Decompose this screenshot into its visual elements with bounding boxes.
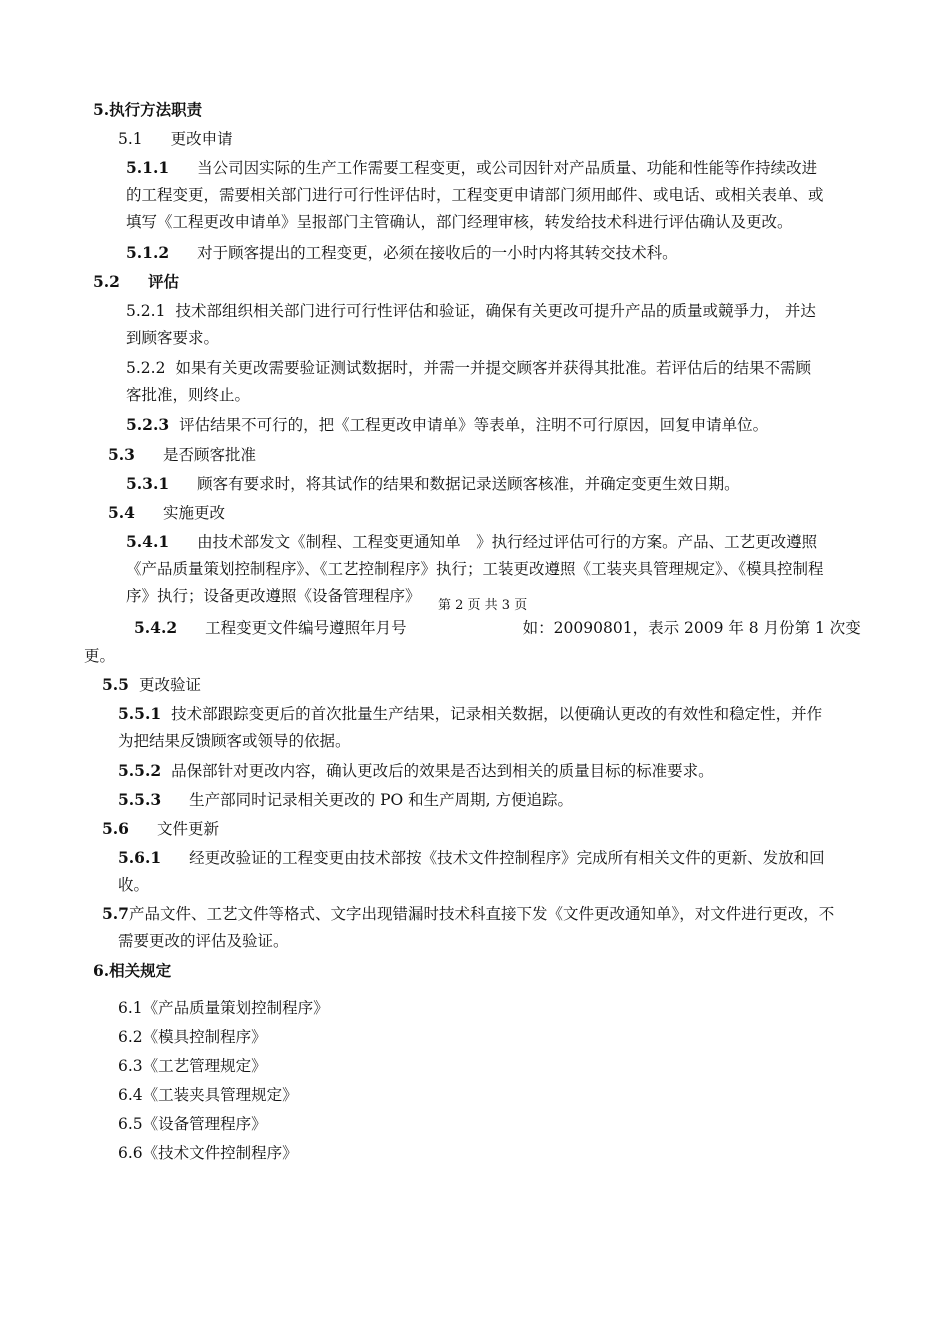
section-title: 评估 <box>147 272 179 291</box>
section-number: 5.2 <box>93 272 120 291</box>
reference-item: 6.6《技术文件控制程序》 <box>118 1144 298 1162</box>
clause-5-5-2 <box>118 760 714 782</box>
clause-5-2-1-line-1 <box>126 300 816 322</box>
section-number: 5.5 <box>102 675 129 694</box>
section-title: 更改验证 <box>138 676 201 694</box>
clause-text: 顾客有要求时，将其试作的结果和数据记录送顾客核准，并确定变更生效日期。 <box>197 475 740 493</box>
section-title: 实施更改 <box>162 504 225 522</box>
clause-text: 技术部跟踪变更后的首次批量生产结果，记录相关数据，以便确认更改的有效性和稳定性，并作 <box>171 705 823 723</box>
clause-text: 如果有关更改需要验证测试数据时，并需一并提交顾客并获得其批准。若评估后的结果不需顾 <box>175 359 811 377</box>
clause-number: 5.1.2 <box>126 243 170 262</box>
clause-number: 5.4.2 <box>134 618 178 637</box>
clause-5-2-1-line-2: 到顾客要求。 <box>126 329 220 347</box>
clause-number: 5.4.1 <box>126 532 170 551</box>
clause-text: 评估结果不可行的，把《工程更改申请单》等表单，注明不可行原因，回复申请单位。 <box>179 416 769 434</box>
clause-text: 技术部组织相关部门进行可行性评估和验证，确保有关更改可提升产品的质量或競爭力， 并达 <box>175 302 816 320</box>
section-5-title: 5.执行方法职责 <box>93 100 203 119</box>
clause-number: 5.2.3 <box>126 415 170 434</box>
clause-text: 由技术部发文《制程、工程变更通知单 》执行经过评估可行的方案。产品、工艺更改遵照 <box>197 533 818 551</box>
section-5-3-heading <box>108 444 256 466</box>
section-5-4-heading <box>108 502 225 524</box>
clause-5-2-3 <box>126 414 768 436</box>
clause-number: 5.5.1 <box>118 704 162 723</box>
section-5-5-heading <box>102 674 201 696</box>
reference-item: 6.1《产品质量策划控制程序》 <box>118 999 329 1017</box>
clause-5-1-1-line-1 <box>126 157 817 179</box>
section-title: 文件更新 <box>156 820 219 838</box>
clause-text: 工程变更文件编号遵照年月号 <box>205 619 407 637</box>
clause-text: 当公司因实际的生产工作需要工程变更，或公司因针对产品质量、功能和性能等作持续改进 <box>197 159 818 177</box>
clause-5-1-1-line-3: 填写《工程更改申请单》呈报部门主管确认，部门经理审核，转发给技术科进行评估确认及更改。 <box>126 213 793 231</box>
clause-5-4-1-line-1 <box>126 531 817 553</box>
section-number: 5.4 <box>108 503 135 522</box>
clause-text: 产品文件、工艺文件等格式、文字出现错漏时技术科直接下发《文件更改通知单》，对文件进行更改，不 <box>128 905 835 923</box>
clause-5-5-1-line-2: 为把结果反馈顾客或领导的依据。 <box>118 732 351 750</box>
clause-5-1-1-line-2: 的工程变更，需要相关部门进行可行性评估时，工程变更申请部门须用邮件、或电话、或相关表单、或 <box>126 186 824 204</box>
clause-text: 生产部同时记录相关更改的 PO 和生产周期, 方便追踪。 <box>189 791 574 809</box>
section-number: 5.6 <box>102 819 129 838</box>
clause-text: 经更改验证的工程变更由技术部按《技术文件控制程序》完成所有相关文件的更新、发放和回 <box>189 849 825 867</box>
clause-5-6-1-line-2: 收。 <box>118 876 150 894</box>
clause-text-continued: 如：20090801，表示 2009 年 8 月份第 1 次变 <box>522 619 861 637</box>
section-number: 5.3 <box>108 445 135 464</box>
clause-number: 5.6.1 <box>118 848 162 867</box>
section-number: 5.1 <box>118 130 143 148</box>
clause-5-4-2-line-2: 更。 <box>84 647 116 665</box>
clause-5-5-1-line-1 <box>118 703 822 725</box>
clause-text: 对于顾客提出的工程变更，必须在接收后的一小时内将其转交技术科。 <box>197 244 678 262</box>
clause-5-2-2-line-2: 客批准，则终止。 <box>126 386 251 404</box>
reference-item: 6.2《模具控制程序》 <box>118 1028 267 1046</box>
clause-number: 5.2.1 <box>126 302 166 320</box>
clause-5-3-1 <box>126 473 740 495</box>
clause-number: 5.5.3 <box>118 790 162 809</box>
clause-number: 5.3.1 <box>126 474 170 493</box>
clause-5-7-line-1 <box>102 903 834 925</box>
clause-5-7-line-2: 需要更改的评估及验证。 <box>118 932 289 950</box>
clause-number: 5.2.2 <box>126 359 166 377</box>
clause-5-4-1-line-3: 序》执行；设备更改遵照《设备管理程序》 <box>126 587 421 605</box>
reference-item: 6.5《设备管理程序》 <box>118 1115 267 1133</box>
clause-5-4-2-line-1 <box>134 617 861 639</box>
clause-5-6-1-line-1 <box>118 847 825 869</box>
section-title: 更改申请 <box>170 130 233 148</box>
section-5-6-heading <box>102 818 219 840</box>
clause-number: 5.5.2 <box>118 761 162 780</box>
clause-text: 品保部针对更改内容，确认更改后的效果是否达到相关的质量目标的标准要求。 <box>171 762 714 780</box>
page-footer: 第 2 页 共 3 页 <box>438 598 528 613</box>
reference-item: 6.3《工艺管理规定》 <box>118 1057 267 1075</box>
section-5-2-heading <box>93 271 179 293</box>
clause-5-2-2-line-1 <box>126 357 811 379</box>
clause-5-5-3 <box>118 789 573 811</box>
section-title: 是否顾客批准 <box>162 446 256 464</box>
clause-number: 5.7 <box>102 904 129 923</box>
reference-item: 6.4《工装夹具管理规定》 <box>118 1086 298 1104</box>
clause-5-1-2 <box>126 242 678 264</box>
section-5-1-heading <box>118 128 233 150</box>
clause-5-4-1-line-2: 《产品质量策划控制程序》、《工艺控制程序》执行；工装更改遵照《工装夹具管理规定》、《模具控制程 <box>126 560 824 578</box>
section-6-title: 6.相关规定 <box>93 961 172 980</box>
clause-number: 5.1.1 <box>126 158 170 177</box>
